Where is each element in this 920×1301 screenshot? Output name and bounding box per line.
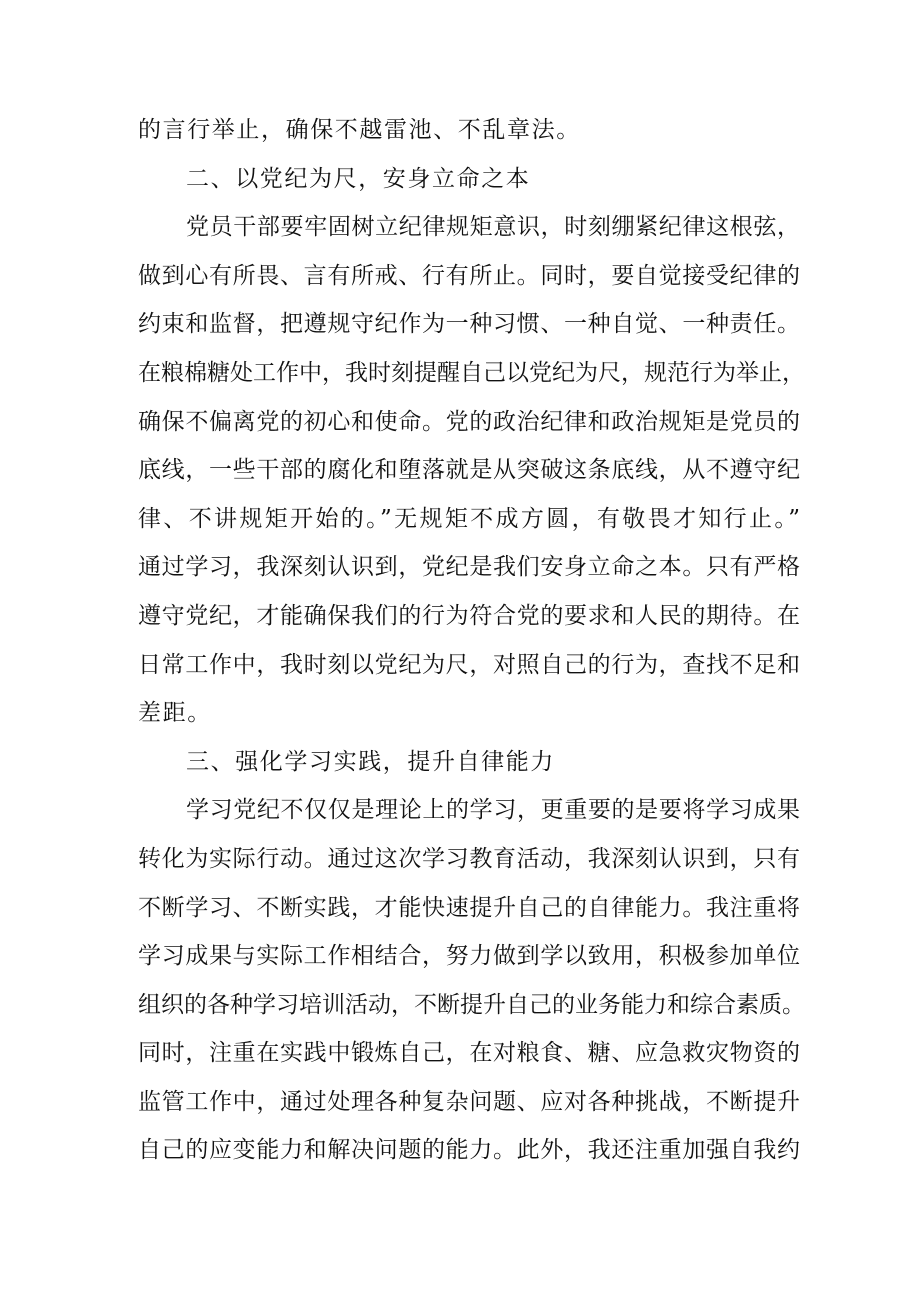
document-body <box>138 106 805 1175</box>
text-line: 同时，注重在实践中锻炼自己，在对粮食、糖、应急救灾物资的 <box>138 1040 800 1067</box>
text-line: 差距。 <box>138 700 212 727</box>
text-line: 律、不讲规矩开始的。”无规矩不成方圆，有敬畏才知行止。” <box>138 505 800 532</box>
section-heading: 三、强化学习实践，提升自律能力 <box>186 748 555 775</box>
section-heading: 二、以党纪为尺，安身立命之本 <box>186 165 531 192</box>
text-line: 日常工作中，我时刻以党纪为尺，对照自己的行为，查找不足和 <box>138 651 800 678</box>
text-line: 在粮棉糖处工作中，我时刻提醒自己以党纪为尺，规范行为举止， <box>138 359 805 386</box>
text-line: 不断学习、不断实践，才能快速提升自己的自律能力。我注重将 <box>138 894 800 921</box>
text-line: 确保不偏离党的初心和使命。党的政治纪律和政治规矩是党员的 <box>138 408 800 435</box>
text-line: 组织的各种学习培训活动，不断提升自己的业务能力和综合素质。 <box>138 991 805 1018</box>
text-line: 学习成果与实际工作相结合，努力做到学以致用，积极参加单位 <box>138 943 800 970</box>
text-line: 做到心有所畏、言有所戒、行有所止。同时，要自觉接受纪律的 <box>138 262 800 289</box>
text-line: 监管工作中，通过处理各种复杂问题、应对各种挑战，不断提升 <box>138 1088 800 1115</box>
text-line: 底线，一些干部的腐化和堕落就是从突破这条底线，从不遵守纪 <box>138 457 800 484</box>
text-line: 遵守党纪，才能确保我们的行为符合党的要求和人民的期待。在 <box>138 602 800 629</box>
text-line: 自己的应变能力和解决问题的能力。此外，我还注重加强自我约 <box>138 1137 800 1164</box>
text-line: 通过学习，我深刻认识到，党纪是我们安身立命之本。只有严格 <box>138 554 800 581</box>
text-line: 党员干部要牢固树立纪律规矩意识，时刻绷紧纪律这根弦， <box>186 214 800 241</box>
text-line: 的言行举止，确保不越雷池、不乱章法。 <box>138 117 581 143</box>
text-line: 约束和监督，把遵规守纪作为一种习惯、一种自觉、一种责任。 <box>138 311 800 338</box>
text-line: 转化为实际行动。通过这次学习教育活动，我深刻认识到，只有 <box>138 845 800 872</box>
text-line: 学习党纪不仅仅是理论上的学习，更重要的是要将学习成果 <box>186 797 800 824</box>
